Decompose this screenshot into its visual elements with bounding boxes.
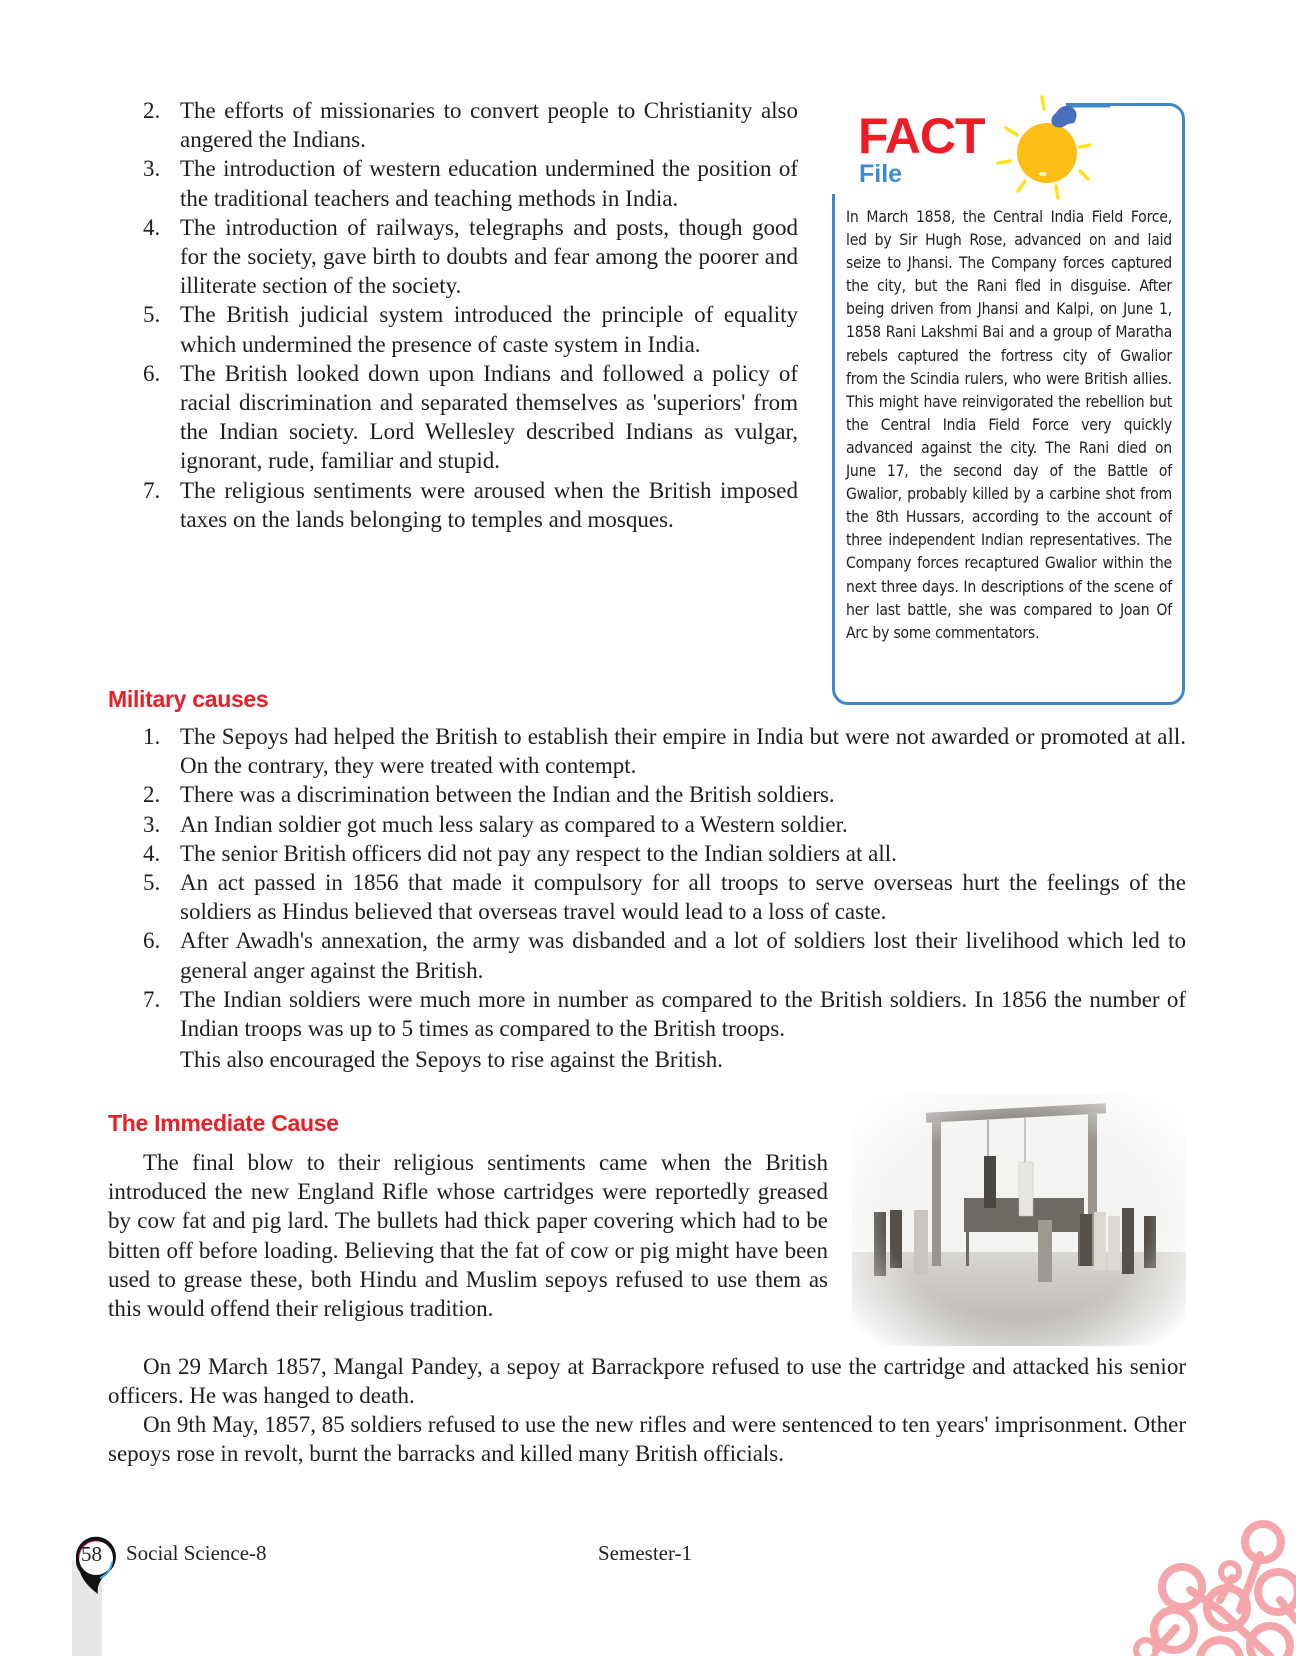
fact-file-subtitle: File: [859, 160, 903, 188]
list-text: The British judicial system introduced the principle of equality which undermined the presence of caste system in India.: [180, 302, 798, 357]
fact-file-text: In March 1858, the Central India Field Force, led by Sir Hugh Rose, advanced on and laid seize to Jhansi. The Company forces captured the city, but the Rani fled in disguise. After being driven from Jhansi and Kalpi, on June 1, 1858 Rani Lakshmi Bai and a group of Maratha rebels captured the fortress city of Gwalior from the Scindia rulers, who were British allies. This might have reinvigorated the rebellion but the Central India Field Force very quickly advanced against the city. The Rani died on June 17, the second day of the Battle of Gwalior, probably killed by a carbine shot from the 8th Hussars, according to the account of three independent Indian representatives. The Company forces recaptured Gwalior within the next three days. In descriptions of the scene of her last battle, she was compared to Joan Of Arc by some commentators.: [846, 208, 1172, 642]
paragraph: On 9th May, 1857, 85 soldiers refused to use the new rifles and were sentenced to ten years' imprisonment. Other sepoys rose in revolt, burnt the barracks and killed many British officials.: [108, 1412, 1186, 1467]
military-causes-list: [143, 722, 1186, 1043]
list-item: [143, 926, 1186, 984]
list-text: An Indian soldier got much less salary as compared to a Western soldier.: [180, 811, 848, 837]
page-number: 58: [81, 1542, 102, 1566]
list-text: An act passed in 1856 that made it compulsory for all troops to serve overseas hurt the feelings of the soldiers as Hindus believed that overseas travel would lead to a loss of caste.: [180, 870, 1186, 925]
list-number: 4.: [143, 840, 161, 866]
semester-label: Semester-1: [598, 1541, 693, 1565]
list-text: After Awadh's annexation, the army was disbanded and a lot of soldiers lost their livelihood which led to general anger against the British.: [180, 928, 1186, 983]
list-number: 3.: [143, 811, 161, 837]
list-number: 4.: [143, 214, 161, 240]
list-text-continued: This also encouraged the Sepoys to rise against the British.: [180, 1047, 723, 1072]
list-text: The introduction of railways, telegraphs and posts, though good for the society, gave birth to doubts and fear among the poorer and illiterate section of the society.: [180, 214, 798, 299]
social-causes-list: [143, 96, 798, 534]
list-item: [143, 476, 798, 534]
list-text: The efforts of missionaries to convert people to Christianity also angered the Indians.: [180, 98, 798, 153]
list-item: [143, 810, 1186, 839]
list-number: 6.: [143, 928, 161, 954]
list-number: 2.: [143, 98, 161, 123]
fact-file-title: FACT: [858, 108, 985, 164]
heading-immediate-cause: The Immediate Cause: [108, 1110, 339, 1136]
list-text: The Sepoys had helped the British to establish their empire in India but were not awarded or promoted at all. On the contrary, they were treated with contempt.: [180, 724, 1186, 779]
list-number: 6.: [143, 360, 161, 386]
paragraph: The final blow to their religious sentiments came when the British introduced the new England Rifle whose cartridges were reportedly greased by cow fat and pig lard. The bullets had thick paper covering which had to be bitten off before loading. Believing that the fat of cow or pig might have been used to grease these, both Hindu and Muslim sepoys refused to use them as this would offend their religious tradition.: [108, 1150, 828, 1322]
list-item: [143, 722, 1186, 780]
list-item: [143, 213, 798, 301]
list-number: 7.: [143, 986, 161, 1012]
list-number: 5.: [143, 870, 161, 896]
list-text: The Indian soldiers were much more in number as compared to the British soldiers. In 1856 the number of Indian troops was up to 5 times as compared to the British troops.: [180, 986, 1186, 1042]
list-item: [143, 154, 798, 212]
list-number: 1.: [143, 724, 161, 749]
list-number: 5.: [143, 302, 161, 328]
historic-photo-hanging: [852, 1094, 1186, 1346]
list-number: 7.: [143, 477, 161, 503]
fact-file-border-stub: [832, 194, 835, 214]
list-item: [143, 96, 798, 154]
lightbulb-icon: [990, 93, 1110, 203]
list-number: 2.: [143, 782, 161, 808]
list-item: [143, 780, 1186, 809]
list-text: The religious sentiments were aroused when the British imposed taxes on the lands belonging to temples and mosques.: [180, 477, 798, 532]
list-item: [143, 868, 1186, 926]
list-item: [143, 839, 1186, 868]
heading-military-causes: Military causes: [108, 686, 269, 712]
list-item: [143, 300, 798, 358]
list-text: The introduction of western education undermined the position of the traditional teachers and teaching methods in India.: [180, 156, 798, 211]
list-item: [143, 985, 1186, 1043]
list-number: 3.: [143, 156, 161, 182]
list-text: The British looked down upon Indians and followed a policy of racial discrimination and separated themselves as 'superiors' from the Indian society. Lord Wellesley described Indians as vulgar, ignorant, rude, familiar and stupid.: [180, 360, 798, 474]
list-text: There was a discrimination between the Indian and the British soldiers.: [180, 782, 835, 808]
list-text: The senior British officers did not pay any respect to the Indian soldiers at all.: [180, 840, 897, 866]
list-item: [143, 359, 798, 476]
book-title: Social Science-8: [126, 1541, 267, 1565]
decorative-circles-icon: [1120, 1510, 1296, 1656]
paragraph: On 29 March 1857, Mangal Pandey, a sepoy at Barrackpore refused to use the cartridge and attacked his senior officers. He was hanged to death.: [108, 1354, 1186, 1409]
